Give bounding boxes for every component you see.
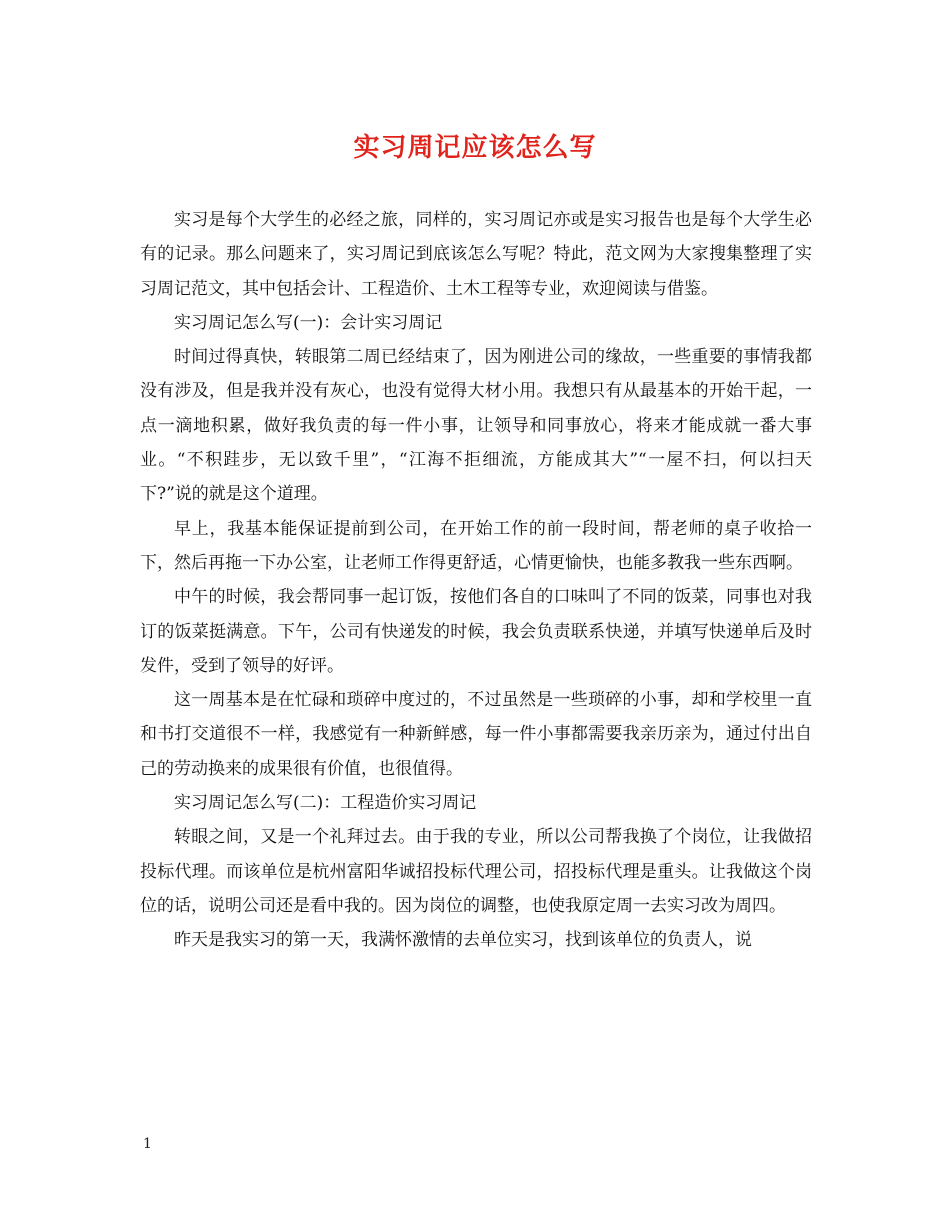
- section-heading-accounting: 实习周记怎么写(一)：会计实习周记: [174, 312, 443, 333]
- body-paragraph: 昨天是我实习的第一天，我满怀激情的去单位实习，找到该单位的负责人，说: [174, 930, 752, 951]
- document-title: 实习周记应该怎么写: [353, 133, 597, 163]
- body-paragraph: 时间过得真快，转眼第二周已经结束了，因为刚进公司的缘故，一些重要的事情我都没有涉及，但是我并没有灰心，也没有觉得大材小用。我想只有从最基本的开始干起，一点一滴地积累，做好我负责的每一件小事，让领导和同事放心，将来才能成就一番大事业。“不积跬步，无以致千里”，“江海不拒细流，方能成其大”“一屋不扫，何以扫天下?”说的就是这个道理。: [140, 347, 812, 505]
- body-paragraph: 中午的时候，我会帮同事一起订饭，按他们各自的口味叫了不同的饭菜，同事也对我订的饭菜挺满意。下午，公司有快递发的时候，我会负责联系快递，并填写快递单后及时发件，受到了领导的好评。: [140, 587, 812, 676]
- body-paragraph: 早上，我基本能保证提前到公司，在开始工作的前一段时间，帮老师的桌子收拾一下，然后再拖一下办公室，让老师工作得更舒适，心情更愉快，也能多教我一些东西啊。: [140, 518, 812, 573]
- body-paragraph: 这一周基本是在忙碌和琐碎中度过的，不过虽然是一些琐碎的小事，却和学校里一直和书打交道很不一样，我感觉有一种新鲜感，每一件小事都需要我亲历亲为，通过付出自己的劳动换来的成果很有价值，也很值得。: [140, 690, 812, 779]
- page-number: 1: [143, 1136, 152, 1152]
- section-heading-engineering-cost: 实习周记怎么写(二)：工程造价实习周记: [174, 793, 477, 814]
- body-paragraph: 转眼之间，又是一个礼拜过去。由于我的专业，所以公司帮我换了个岗位，让我做招投标代理。而该单位是杭州富阳华诚招投标代理公司，招投标代理是重头。让我做这个岗位的话，说明公司还是看中我的。因为岗位的调整，也使我原定周一去实习改为周四。: [140, 827, 812, 916]
- intro-paragraph: 实习是每个大学生的必经之旅，同样的，实习周记亦或是实习报告也是每个大学生必有的记录。那么问题来了，实习周记到底该怎么写呢？特此，范文网为大家搜集整理了实习周记范文，其中包括会计、工程造价、土木工程等专业，欢迎阅读与借鉴。: [140, 210, 812, 299]
- document-body: [140, 203, 812, 958]
